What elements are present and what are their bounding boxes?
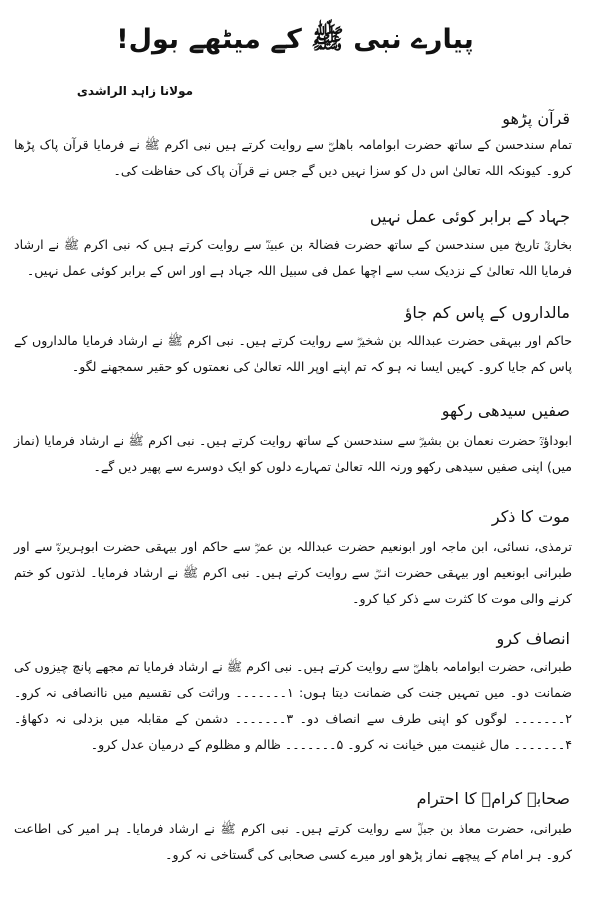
- section-paragraph: طبرانی، حضرت معاذ بن جبلؓ سے روایت کرتے ہیں۔ نبی اکرم ﷺ نے ارشاد فرمایا۔ ہر امیر کی اطاعت کرو۔ ہر امام کے پیچھے نماز پڑھو اور میرے کسی صحابی کی گستاخی نہ کرو۔: [14, 821, 572, 862]
- article-title: پیارے نبی ﷺ کے میٹھے بول!: [116, 24, 474, 55]
- section-paragraph: ابوداؤدؒ حضرت نعمان بن بشیرؓ سے سندحسن کے ساتھ روایت کرتے ہیں۔ نبی اکرم ﷺ نے ارشاد فرمایا (نماز میں) اپنی صفیں سیدھی رکھو ورنہ اللہ تعالیٰ تمہارے دلوں کو ایک دوسرے سے پھیر دیں گے۔: [14, 433, 572, 474]
- section-text-justice: [14, 654, 572, 758]
- section-heading-death: موت کا ذکر: [491, 507, 570, 526]
- section-heading-quran: قرآن پڑھو: [502, 109, 570, 128]
- section-text-death: [14, 534, 572, 612]
- section-paragraph: تمام سندحسن کے ساتھ حضرت ابوامامہ باھلیؓ سے روایت کرتے ہیں نبی اکرم ﷺ نے فرمایا قرآن پاک پڑھا کرو۔ کیونکہ اللہ تعالیٰ اس دل کو سزا نہیں دیں گے جس نے قرآن پاک کی حفاظت کی۔: [14, 137, 572, 178]
- section-heading-rows: صفیں سیدھی رکھو: [441, 401, 570, 420]
- section-text-jihad: [14, 232, 572, 284]
- section-heading-companions: صحابہ کرامؓ کا احترام: [416, 789, 570, 808]
- section-heading-jihad: جہاد کے برابر کوئی عمل نہیں: [369, 207, 570, 226]
- section-paragraph: بخاریؒ تاریخ میں سندحسن کے ساتھ حضرت فضالۃ بن عبیدؓ سے روایت کرتے ہیں کہ نبی اکرم ﷺ نے ارشاد فرمایا اللہ تعالیٰ کے نزدیک سب سے اچھا عمل فی سبیل اللہ جہاد ہے اور اس کے برابر کوئی عمل نہیں۔: [14, 237, 572, 278]
- section-text-rows: [14, 428, 572, 480]
- section-heading-justice: انصاف کرو: [496, 629, 570, 648]
- section-paragraph: طبرانی، حضرت ابوامامہ باھلیؓ سے روایت کرتے ہیں۔ نبی اکرم ﷺ نے ارشاد فرمایا تم مجھے پانچ چیزوں کی ضمانت دو۔ میں تمہیں جنت کی ضمانت دیتا ہوں: ۱۔۔۔۔۔۔۔ وراثت کی تقسیم میں ناانصافی نہ کرو۔ ۲۔۔۔۔۔۔۔ لوگوں کو اپنی طرف سے انصاف دو۔ ۳۔۔۔۔۔۔۔ دشمن کے مقابلہ میں بزدلی نہ دکھاؤ۔ ۴۔۔۔۔۔۔۔ مال غنیمت میں خیانت نہ کرو۔ ۵۔۔۔۔۔۔۔ ظالم و مظلوم کے درمیان عدل کرو۔: [14, 659, 572, 752]
- section-text-wealthy: [14, 328, 572, 380]
- section-paragraph: ترمذی، نسائی، ابن ماجہ اور ابونعیم حضرت عبداللہ بن عمرؓ سے حاکم اور بیہقی حضرت ابوہریرہؓ سے اور طبرانی ابونعیم اور بیہقی حضرت انسؓ سے روایت کرتے ہیں۔ نبی اکرم ﷺ نے ارشاد فرمایا۔ لذتوں کو ختم کرنے والی موت کا کثرت سے ذکر کیا کرو۔: [14, 539, 572, 606]
- section-text-companions: [14, 816, 572, 868]
- section-paragraph: حاکم اور بیہقی حضرت عبداللہ بن شخیرؓ سے روایت کرتے ہیں۔ نبی اکرم ﷺ نے ارشاد فرمایا مالداروں کے پاس کم جایا کرو۔ کہیں ایسا نہ ہو کہ تم اپنے اوپر اللہ تعالیٰ کی نعمتوں کو حقیر سمجھنے لگو۔: [14, 333, 572, 374]
- author-name: مولانا زاہد الراشدی: [76, 84, 194, 98]
- section-heading-wealthy: مالداروں کے پاس کم جاؤ: [404, 303, 570, 322]
- section-text-quran: [14, 132, 572, 184]
